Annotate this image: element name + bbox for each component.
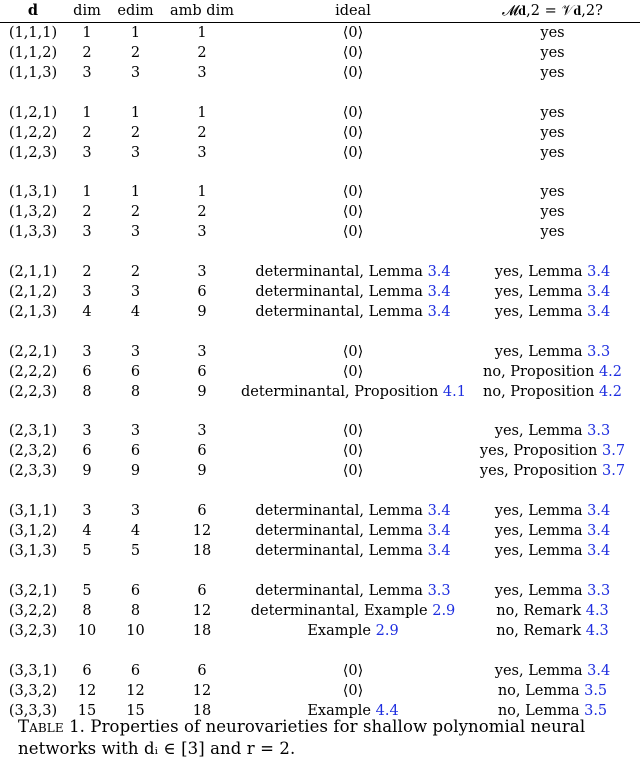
cell-amb-dim: 3: [197, 65, 207, 81]
cell-ideal: [241, 222, 465, 242]
group-spacer: [0, 242, 640, 262]
cell-edim: 3: [130, 224, 141, 241]
equality-text: no, Proposition: [483, 383, 599, 400]
cell-dim: 1: [82, 25, 92, 41]
cell-dim: 2: [82, 264, 92, 281]
cell-amb-dim: 12: [192, 682, 212, 699]
cell-equality: [465, 501, 640, 521]
cell-d: (1,2,2): [8, 124, 58, 141]
table-row: [0, 541, 640, 561]
cell-amb-dim: 2: [197, 45, 207, 61]
cell-dim: 9: [82, 463, 92, 480]
table-row: [0, 123, 640, 143]
spacer-cell: [0, 163, 640, 183]
table-row: [0, 43, 640, 63]
table-row: [0, 342, 640, 362]
cell-ideal: [241, 521, 465, 541]
ideal-text: ⟨0⟩: [342, 423, 364, 440]
cell-amb-dim: 6: [197, 363, 207, 380]
cell-equality: [465, 103, 640, 123]
cell-edim: 3: [130, 284, 141, 301]
cell-d: (3,1,3): [8, 543, 58, 560]
cell-d: (3,1,2): [8, 523, 58, 540]
cell-amb-dim: 6: [197, 662, 207, 679]
ideal-text: ⟨0⟩: [342, 363, 364, 380]
spacer-cell: [0, 402, 640, 422]
table-row: [0, 601, 640, 621]
equality-text: yes: [540, 45, 565, 61]
header-d: d: [27, 2, 39, 19]
equality-reference-link[interactable]: 4.3: [585, 602, 609, 619]
equality-reference-link[interactable]: 3.7: [602, 443, 626, 460]
equality-text: yes, Lemma: [494, 264, 588, 281]
table-row: [0, 282, 640, 302]
cell-ideal: [241, 202, 465, 222]
cell-d: (1,3,2): [8, 204, 58, 221]
spacer-cell: [0, 561, 640, 581]
equality-reference-link[interactable]: 4.3: [585, 622, 609, 639]
equality-text: yes: [540, 184, 565, 201]
cell-edim: 10: [126, 622, 145, 639]
ideal-reference-link[interactable]: 2.9: [375, 622, 399, 639]
equality-reference-link[interactable]: 3.3: [587, 582, 611, 599]
cell-amb-dim: 3: [197, 264, 207, 281]
ideal-text: ⟨0⟩: [342, 662, 364, 679]
cell-d: (3,3,1): [8, 662, 58, 679]
cell-dim: 6: [82, 363, 92, 380]
equality-text: no, Proposition: [483, 363, 599, 380]
header-amb-dim: amb dim: [170, 3, 234, 19]
cell-ideal: [241, 362, 465, 382]
cell-amb-dim: 3: [197, 343, 207, 360]
ideal-reference-link[interactable]: 3.4: [427, 264, 451, 281]
cell-d: (2,2,2): [8, 363, 58, 380]
ideal-text: determinantal, Lemma: [255, 264, 428, 281]
cell-edim: 15: [126, 702, 145, 719]
cell-d: (1,2,1): [8, 104, 58, 121]
cell-dim: 8: [82, 602, 92, 619]
cell-equality: [465, 182, 640, 202]
cell-amb-dim: 6: [197, 582, 207, 599]
cell-ideal: [241, 182, 465, 202]
cell-d: (2,1,3): [8, 304, 58, 321]
spacer-cell: [0, 481, 640, 501]
cell-ideal: [241, 601, 465, 621]
cell-d: (1,3,3): [8, 224, 58, 241]
cell-dim: 3: [82, 65, 92, 81]
table-header: [0, 0, 640, 23]
ideal-reference-link[interactable]: 3.4: [427, 284, 451, 301]
equality-reference-link[interactable]: 3.4: [587, 304, 611, 321]
spacer-cell: [0, 322, 640, 342]
ideal-text: Example: [307, 622, 376, 639]
ideal-text: ⟨0⟩: [342, 65, 364, 81]
cell-ideal: [241, 23, 465, 44]
cell-ideal: [241, 123, 465, 143]
equality-text: yes: [540, 25, 565, 41]
cell-d: (2,2,1): [8, 343, 58, 360]
cell-d: (1,3,1): [8, 184, 58, 201]
cell-edim: 1: [130, 184, 141, 201]
ideal-reference-link[interactable]: 3.4: [427, 503, 451, 520]
cell-d: (1,1,2): [8, 45, 58, 61]
cell-equality: [465, 282, 640, 302]
cell-edim: 6: [130, 662, 141, 679]
cell-ideal: [241, 282, 465, 302]
table-row: [0, 63, 640, 83]
table-row: [0, 382, 640, 402]
cell-dim: 1: [82, 104, 92, 121]
equality-text: yes: [540, 104, 565, 121]
ideal-text: determinantal, Proposition: [241, 383, 443, 400]
cell-edim: 2: [130, 264, 141, 281]
ideal-text: determinantal, Lemma: [255, 503, 428, 520]
spacer-cell: [0, 242, 640, 262]
cell-amb-dim: 2: [197, 204, 207, 221]
cell-equality: [465, 661, 640, 681]
cell-d: (2,3,3): [8, 463, 58, 480]
cell-edim: 3: [130, 423, 141, 440]
equality-reference-link[interactable]: 3.3: [587, 343, 611, 360]
table-row: [0, 202, 640, 222]
cell-equality: [465, 23, 640, 44]
ideal-text: ⟨0⟩: [342, 144, 364, 161]
group-spacer: [0, 322, 640, 342]
cell-edim: 12: [126, 682, 145, 699]
cell-amb-dim: 1: [197, 184, 207, 201]
ideal-reference-link[interactable]: 2.9: [432, 602, 456, 619]
equality-reference-link[interactable]: 3.4: [587, 503, 611, 520]
cell-dim: 3: [82, 503, 92, 520]
cell-d: (3,3,3): [8, 702, 58, 719]
ideal-text: determinantal, Lemma: [255, 582, 428, 599]
equality-reference-link[interactable]: 3.3: [587, 423, 611, 440]
cell-equality: [465, 461, 640, 481]
cell-equality: [465, 342, 640, 362]
equality-reference-link[interactable]: 3.4: [587, 662, 611, 679]
cell-ideal: [241, 103, 465, 123]
cell-ideal: [241, 302, 465, 322]
equality-text: yes: [540, 144, 565, 161]
group-spacer: [0, 83, 640, 103]
table-row: [0, 421, 640, 441]
cell-equality: [465, 621, 640, 641]
cell-equality: [465, 123, 640, 143]
cell-equality: [465, 143, 640, 163]
cell-dim: 3: [82, 224, 92, 241]
header-row: [0, 0, 640, 23]
cell-equality: [465, 541, 640, 561]
cell-d: (1,1,3): [8, 65, 58, 81]
table-row: [0, 501, 640, 521]
cell-d: (3,2,2): [8, 602, 58, 619]
cell-amb-dim: 18: [192, 543, 212, 560]
header-ideal: ideal: [335, 3, 371, 19]
cell-equality: [465, 521, 640, 541]
group-spacer: [0, 402, 640, 422]
cell-edim: 5: [130, 543, 141, 560]
cell-amb-dim: 9: [197, 463, 207, 480]
cell-edim: 6: [130, 582, 141, 599]
cell-edim: 6: [130, 443, 141, 460]
group-spacer: [0, 163, 640, 183]
equality-text: yes: [540, 124, 565, 141]
ideal-text: ⟨0⟩: [342, 443, 364, 460]
cell-ideal: [241, 681, 465, 701]
equality-text: no, Remark: [496, 602, 586, 619]
cell-equality: [465, 222, 640, 242]
cell-ideal: [241, 342, 465, 362]
cell-equality: [465, 63, 640, 83]
cell-amb-dim: 2: [197, 124, 207, 141]
equality-reference-link[interactable]: 3.5: [584, 702, 608, 719]
cell-ideal: [241, 581, 465, 601]
cell-edim: 3: [130, 65, 141, 81]
cell-ideal: [241, 382, 465, 402]
equality-reference-link[interactable]: 3.7: [602, 463, 626, 480]
group-spacer: [0, 481, 640, 501]
equality-text: yes: [540, 204, 565, 221]
cell-d: (1,1,1): [8, 25, 58, 41]
cell-equality: [465, 581, 640, 601]
equality-text: yes, Lemma: [494, 543, 588, 560]
cell-edim: 4: [130, 304, 141, 321]
equality-text: yes, Lemma: [494, 284, 588, 301]
cell-equality: [465, 601, 640, 621]
cell-dim: 5: [82, 582, 92, 599]
ideal-text: ⟨0⟩: [342, 25, 364, 41]
table-row: [0, 581, 640, 601]
cell-d: (1,2,3): [8, 144, 58, 161]
equality-reference-link[interactable]: 3.4: [587, 543, 611, 560]
cell-equality: [465, 302, 640, 322]
table-row: [0, 302, 640, 322]
cell-ideal: [241, 143, 465, 163]
equality-reference-link[interactable]: 3.4: [587, 523, 611, 540]
table-caption: [18, 716, 633, 760]
cell-edim: 3: [130, 343, 141, 360]
cell-equality: [465, 202, 640, 222]
cell-edim: 4: [130, 523, 141, 540]
cell-dim: 3: [82, 144, 92, 161]
cell-equality: [465, 681, 640, 701]
cell-amb-dim: 12: [192, 602, 212, 619]
cell-d: (2,2,3): [8, 383, 58, 400]
cell-dim: 2: [82, 204, 92, 221]
cell-equality: [465, 262, 640, 282]
equality-text: yes, Proposition: [479, 463, 603, 480]
equality-text: no, Remark: [496, 622, 586, 639]
table-row: [0, 441, 640, 461]
header-edim: edim: [117, 3, 154, 19]
table-row: [0, 182, 640, 202]
cell-dim: 6: [82, 443, 92, 460]
cell-edim: 2: [130, 204, 141, 221]
cell-d: (2,1,1): [8, 264, 58, 281]
cell-dim: 3: [82, 343, 92, 360]
cell-edim: 9: [130, 463, 141, 480]
cell-edim: 3: [130, 144, 141, 161]
cell-dim: 15: [77, 702, 97, 719]
cell-ideal: [241, 501, 465, 521]
caption-text: Properties of neurovarieties for shallow polynomial neural networks with dᵢ ∈ [3] and r = 2.: [18, 717, 586, 758]
table-row: [0, 521, 640, 541]
equality-text: yes, Lemma: [494, 304, 588, 321]
equality-reference-link[interactable]: 3.5: [584, 682, 608, 699]
cell-amb-dim: 9: [197, 304, 207, 321]
cell-d: (2,3,1): [8, 423, 58, 440]
ideal-reference-link[interactable]: 4.1: [442, 383, 466, 400]
ideal-text: ⟨0⟩: [342, 124, 364, 141]
cell-d: (3,3,2): [8, 682, 58, 699]
ideal-text: ⟨0⟩: [342, 682, 364, 699]
cell-amb-dim: 18: [192, 702, 212, 719]
cell-edim: 6: [130, 363, 141, 380]
ideal-reference-link[interactable]: 3.4: [427, 304, 451, 321]
equality-reference-link[interactable]: 3.4: [587, 264, 611, 281]
cell-dim: 4: [82, 523, 92, 540]
ideal-text: determinantal, Lemma: [255, 523, 428, 540]
equality-text: yes, Lemma: [494, 503, 588, 520]
cell-dim: 2: [82, 124, 92, 141]
ideal-text: ⟨0⟩: [342, 224, 364, 241]
ideal-text: ⟨0⟩: [342, 45, 364, 61]
equality-text: yes, Lemma: [494, 582, 588, 599]
cell-dim: 3: [82, 284, 92, 301]
ideal-text: determinantal, Lemma: [255, 284, 428, 301]
ideal-reference-link[interactable]: 4.4: [375, 702, 399, 719]
ideal-text: ⟨0⟩: [342, 184, 364, 201]
ideal-text: ⟨0⟩: [342, 463, 364, 480]
equality-text: yes, Lemma: [494, 523, 588, 540]
group-spacer: [0, 561, 640, 581]
equality-text: yes, Proposition: [479, 443, 603, 460]
cell-edim: 8: [130, 383, 141, 400]
cell-edim: 1: [130, 25, 141, 41]
table-row: [0, 621, 640, 641]
ideal-text: ⟨0⟩: [342, 204, 364, 221]
header-dim: dim: [73, 3, 101, 19]
equality-text: no, Lemma: [497, 702, 585, 719]
ideal-reference-link[interactable]: 3.4: [427, 543, 451, 560]
cell-amb-dim: 3: [197, 224, 207, 241]
cell-dim: 2: [82, 45, 92, 61]
equality-text: no, Lemma: [497, 682, 585, 699]
cell-ideal: [241, 621, 465, 641]
cell-amb-dim: 9: [197, 383, 207, 400]
ideal-text: determinantal, Lemma: [255, 543, 428, 560]
ideal-text: ⟨0⟩: [342, 343, 364, 360]
table-row: [0, 23, 640, 44]
cell-d: (2,3,2): [8, 443, 58, 460]
cell-ideal: [241, 262, 465, 282]
cell-equality: [465, 421, 640, 441]
cell-ideal: [241, 461, 465, 481]
cell-ideal: [241, 63, 465, 83]
cell-amb-dim: 3: [197, 423, 207, 440]
cell-dim: 4: [82, 304, 92, 321]
equality-reference-link[interactable]: 4.2: [598, 383, 622, 400]
table-row: [0, 103, 640, 123]
table-row: [0, 681, 640, 701]
equality-text: yes, Lemma: [494, 343, 588, 360]
ideal-text: ⟨0⟩: [342, 104, 364, 121]
equality-reference-link[interactable]: 4.2: [598, 363, 622, 380]
cell-ideal: [241, 421, 465, 441]
cell-amb-dim: 6: [197, 284, 207, 301]
cell-equality: [465, 362, 640, 382]
cell-dim: 5: [82, 543, 92, 560]
ideal-text: Example: [307, 702, 376, 719]
cell-amb-dim: 1: [197, 25, 207, 41]
table-row: [0, 262, 640, 282]
equality-text: yes: [540, 224, 565, 241]
cell-edim: 2: [130, 124, 141, 141]
caption-label: Table 1.: [18, 717, 86, 736]
equality-text: yes, Lemma: [494, 423, 588, 440]
cell-amb-dim: 6: [197, 443, 207, 460]
cell-edim: 2: [130, 45, 141, 61]
cell-ideal: [241, 43, 465, 63]
spacer-cell: [0, 641, 640, 661]
cell-amb-dim: 3: [197, 144, 207, 161]
cell-amb-dim: 6: [197, 503, 207, 520]
cell-d: (3,1,1): [8, 503, 58, 520]
cell-dim: 12: [77, 682, 97, 699]
cell-amb-dim: 12: [192, 523, 212, 540]
cell-d: (3,2,3): [8, 622, 58, 639]
cell-ideal: [241, 441, 465, 461]
cell-equality: [465, 382, 640, 402]
cell-dim: 10: [77, 622, 97, 639]
cell-ideal: [241, 541, 465, 561]
cell-edim: 1: [130, 104, 141, 121]
equality-text: yes: [540, 65, 565, 81]
cell-ideal: [241, 661, 465, 681]
ideal-text: determinantal, Lemma: [255, 304, 428, 321]
group-spacer: [0, 641, 640, 661]
equality-text: yes, Lemma: [494, 662, 588, 679]
table-body: [0, 23, 640, 721]
cell-edim: 8: [130, 602, 141, 619]
cell-dim: 3: [82, 423, 92, 440]
ideal-reference-link[interactable]: 3.3: [427, 582, 451, 599]
spacer-cell: [0, 83, 640, 103]
cell-d: (2,1,2): [8, 284, 58, 301]
table-row: [0, 222, 640, 242]
table-row: [0, 362, 640, 382]
header-equality-question: 𝓜𝐝,2 = 𝒱𝐝,2?: [502, 3, 603, 19]
cell-amb-dim: 1: [197, 104, 207, 121]
equality-reference-link[interactable]: 3.4: [587, 284, 611, 301]
cell-dim: 8: [82, 383, 92, 400]
table-row: [0, 461, 640, 481]
table-row: [0, 143, 640, 163]
ideal-reference-link[interactable]: 3.4: [427, 523, 451, 540]
cell-equality: [465, 43, 640, 63]
cell-dim: 1: [82, 184, 92, 201]
table-row: [0, 661, 640, 681]
cell-equality: [465, 441, 640, 461]
ideal-text: determinantal, Example: [250, 602, 433, 619]
cell-d: (3,2,1): [8, 582, 58, 599]
cell-dim: 6: [82, 662, 92, 679]
cell-edim: 3: [130, 503, 141, 520]
cell-amb-dim: 18: [192, 622, 212, 639]
